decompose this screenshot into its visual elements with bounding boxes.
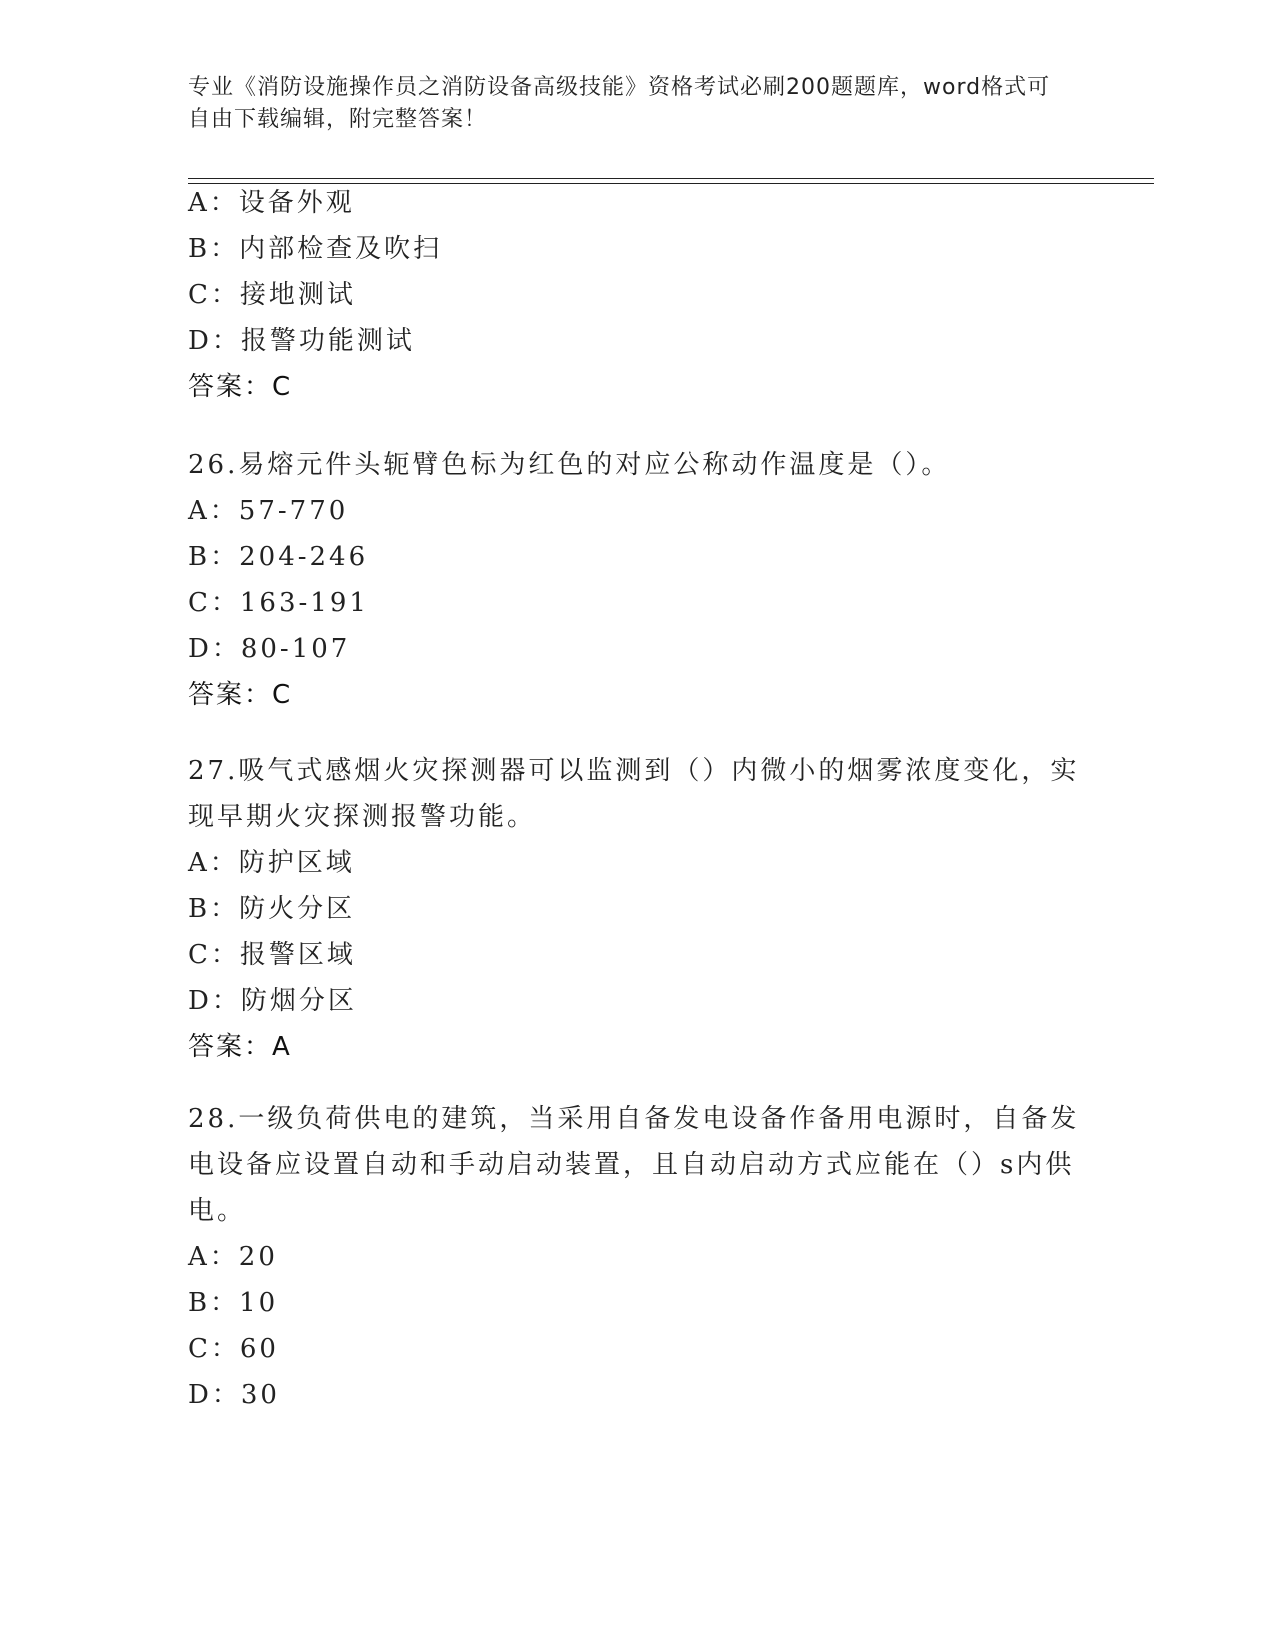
option-c: C：163-191 <box>188 588 369 618</box>
option-b: B：204-246 <box>188 542 369 572</box>
option-a: A：20 <box>188 1242 278 1272</box>
document-header: 专业《消防设施操作员之消防设备高级技能》资格考试必刷200题题库，word格式可自由下载编辑，附完整答案！ <box>188 75 1051 132</box>
answer-line: 答案：A <box>188 1032 292 1062</box>
option-c: C：报警区域 <box>188 940 356 970</box>
question-25-block <box>188 180 1088 410</box>
question-text: 28.一级负荷供电的建筑，当采用自备发电设备作备用电源时，自备发电设备应设置自动和手动启动装置，且自动启动方式应能在（）s内供电。 <box>188 1104 1080 1226</box>
question-text: 26.易熔元件头轭臂色标为红色的对应公称动作温度是（）。 <box>188 450 951 480</box>
option-c: C：接地测试 <box>188 280 356 310</box>
header-divider-top <box>188 178 1154 179</box>
option-c: C：60 <box>188 1334 279 1364</box>
option-b: B：防火分区 <box>188 894 356 924</box>
option-a: A：57-770 <box>188 496 349 526</box>
answer-line: 答案：C <box>188 372 293 402</box>
option-d: D：30 <box>188 1380 280 1410</box>
option-b: B：10 <box>188 1288 279 1318</box>
option-a: A：设备外观 <box>188 188 355 218</box>
option-d: D：防烟分区 <box>188 986 357 1016</box>
question-26-block <box>188 442 1088 718</box>
question-27-block <box>188 748 1088 1070</box>
option-b: B：内部检查及吹扫 <box>188 234 443 264</box>
question-28-block <box>188 1096 1088 1418</box>
answer-line: 答案：C <box>188 680 293 710</box>
option-a: A：防护区域 <box>188 848 355 878</box>
option-d: D：80-107 <box>188 634 351 664</box>
option-d: D：报警功能测试 <box>188 326 415 356</box>
question-text: 27.吸气式感烟火灾探测器可以监测到（）内微小的烟雾浓度变化，实现早期火灾探测报警功能。 <box>188 756 1080 832</box>
